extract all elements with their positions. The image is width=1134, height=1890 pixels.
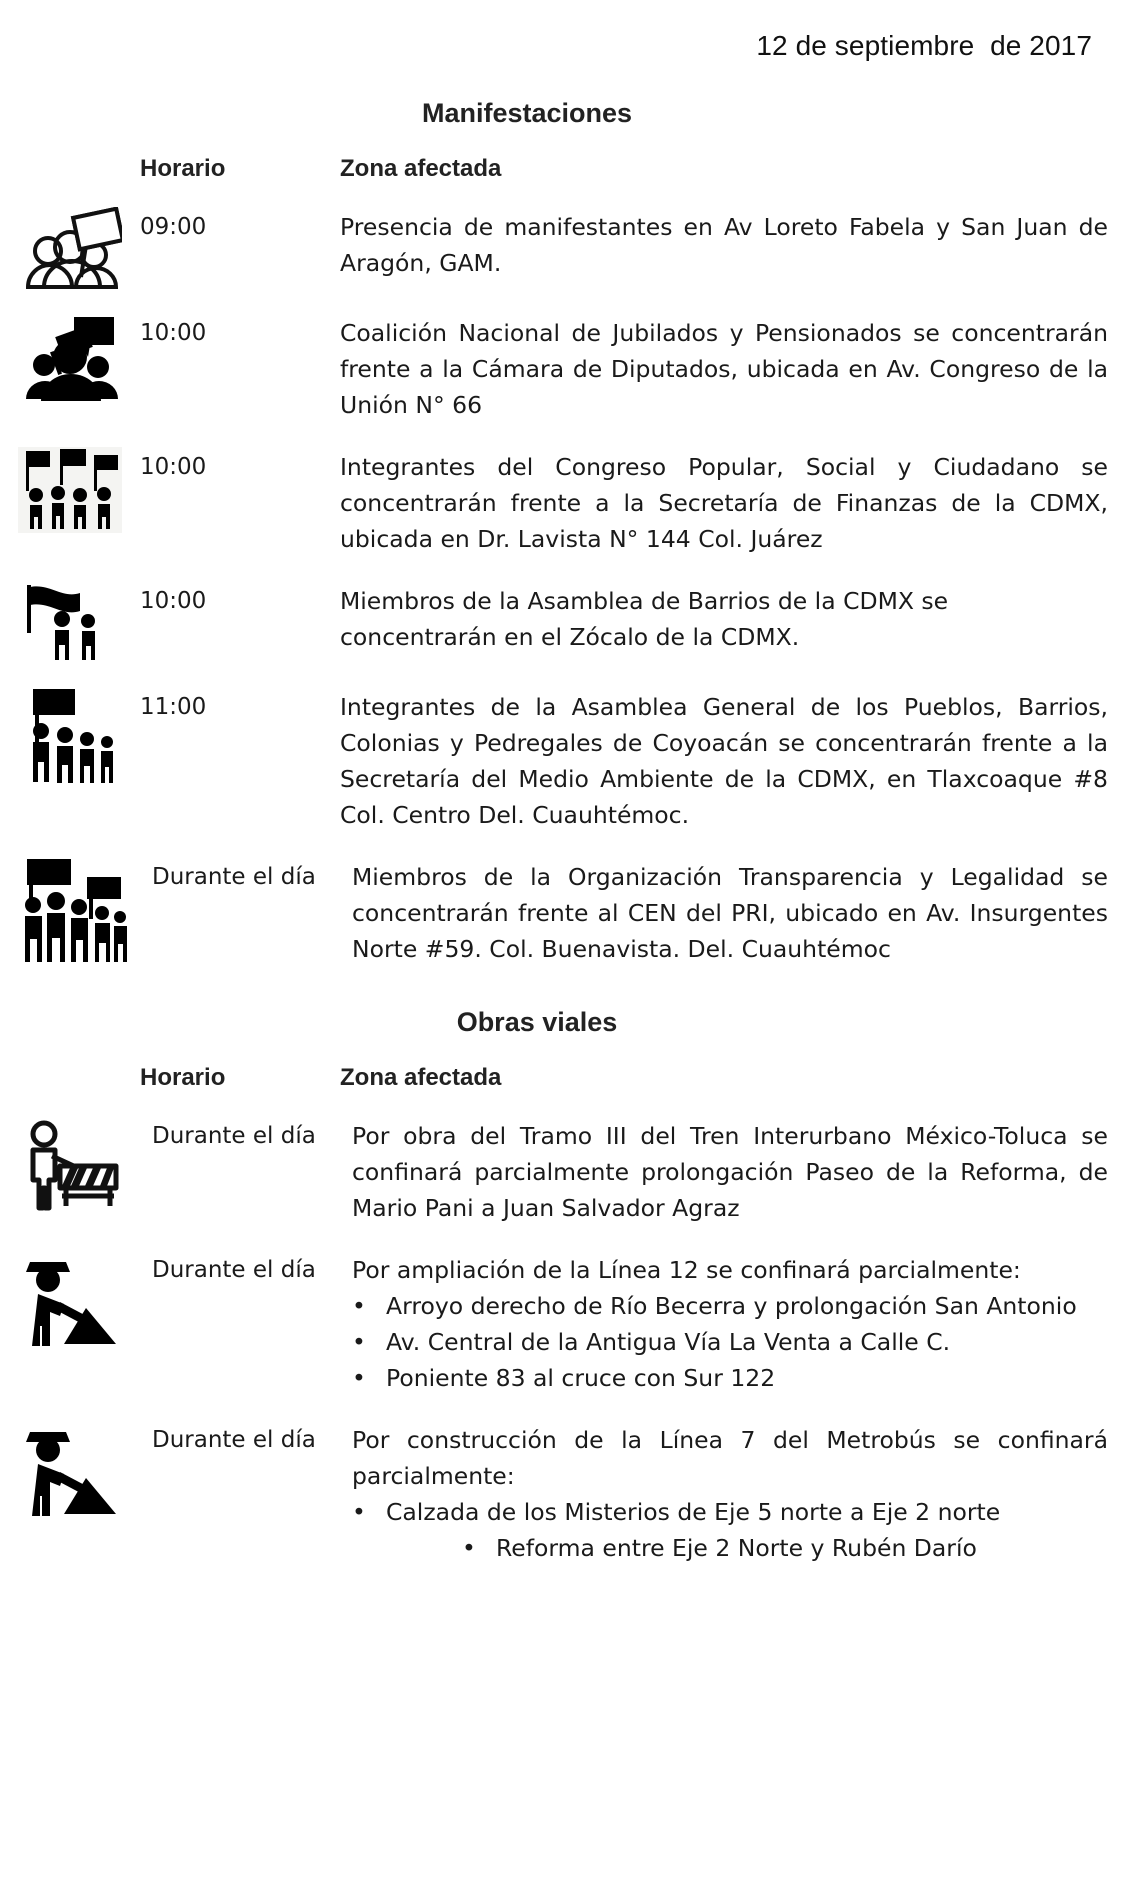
row-time: Durante el día bbox=[152, 864, 316, 890]
row-zone-intro: Por construcción de la Línea 7 del Metrobús se confinará parcialmente: bbox=[352, 1426, 1108, 1490]
row-zone: Coalición Nacional de Jubilados y Pensionados se concentrarán frente a la Cámara de Diputados, ubicada en Av. Congreso de la Unión N° 66 bbox=[340, 319, 1108, 419]
row-zone: Integrantes del Congreso Popular, Social y Ciudadano se concentrarán frente a la Secretaría de Finanzas de la CDMX, ubicada en Dr. Lavista N° 144 Col. Juárez bbox=[340, 453, 1108, 553]
protest-crowd-solid-icon bbox=[18, 313, 122, 403]
row-icon-cell bbox=[0, 855, 140, 965]
row-zone: Presencia de manifestantes en Av Loreto Fabela y San Juan de Aragón, GAM. bbox=[340, 213, 1108, 277]
bullet-text: Poniente 83 al cruce con Sur 122 bbox=[386, 1364, 776, 1392]
bullet-glyph: • bbox=[352, 1328, 366, 1356]
table-row bbox=[0, 205, 1134, 289]
roadwork-digger-icon bbox=[16, 1420, 124, 1518]
protest-flags-group-icon bbox=[18, 447, 122, 533]
table-row bbox=[0, 579, 1134, 663]
bullet-text: Calzada de los Misterios de Eje 5 norte a Eje 2 norte bbox=[386, 1498, 1001, 1526]
row-time: 10:00 bbox=[140, 320, 207, 346]
bullet-glyph: • bbox=[462, 1534, 476, 1562]
table-row bbox=[0, 445, 1134, 557]
row-zone-bullet bbox=[352, 1494, 1108, 1530]
row-zone-subbullet bbox=[352, 1530, 1108, 1566]
row-zone: Por obra del Tramo III del Tren Interurbano México-Toluca se confinará parcialmente prolongación Paseo de la Reforma, de Mario Pani a Juan Salvador Agraz bbox=[352, 1122, 1108, 1222]
table-row bbox=[0, 1114, 1134, 1226]
column-header-zona: Zona afectada bbox=[340, 1064, 502, 1091]
bullet-glyph: • bbox=[352, 1364, 366, 1392]
column-header-icon-spacer bbox=[0, 155, 140, 183]
column-header-zona: Zona afectada bbox=[340, 155, 502, 182]
document-date: 12 de septiembre de 2017 bbox=[756, 30, 1092, 61]
row-zone-bullet bbox=[352, 1360, 1108, 1396]
row-zone-bullet bbox=[352, 1324, 1108, 1360]
row-icon-cell bbox=[0, 1248, 140, 1348]
row-icon-cell bbox=[0, 205, 140, 289]
column-headers-obras-viales bbox=[0, 1064, 1134, 1092]
roadwork-digger-icon bbox=[16, 1250, 124, 1348]
table-row bbox=[0, 855, 1134, 967]
protest-crowd-outline-icon bbox=[18, 207, 122, 289]
row-time: 09:00 bbox=[140, 214, 207, 240]
row-zone-bullet bbox=[352, 1288, 1108, 1324]
row-icon-cell bbox=[0, 1114, 140, 1212]
table-row bbox=[0, 685, 1134, 833]
row-time: Durante el día bbox=[152, 1427, 316, 1453]
column-header-horario: Horario bbox=[140, 1064, 226, 1091]
row-icon-cell bbox=[0, 311, 140, 403]
row-zone bbox=[352, 1248, 1134, 1396]
subbullet-text: Reforma entre Eje 2 Norte y Rubén Darío bbox=[496, 1534, 977, 1562]
protest-flag-pair-icon bbox=[18, 581, 122, 663]
row-icon-cell bbox=[0, 579, 140, 663]
bullet-glyph: • bbox=[352, 1292, 366, 1320]
row-icon-cell bbox=[0, 685, 140, 785]
bullet-text: Arroyo derecho de Río Becerra y prolongación San Antonio bbox=[386, 1292, 1077, 1320]
row-time: 11:00 bbox=[140, 694, 207, 720]
protest-large-march-icon bbox=[11, 857, 129, 965]
section-spacer bbox=[0, 967, 1134, 1007]
section-title-manifestaciones: Manifestaciones bbox=[421, 98, 633, 128]
bullet-glyph: • bbox=[352, 1498, 366, 1526]
row-zone: Miembros de la Organización Transparencia y Legalidad se concentrarán frente al CEN del PRI, ubicado en Av. Insurgentes Norte #59. Col. Buenavista. Del. Cuauhtémoc bbox=[352, 863, 1108, 963]
row-icon-cell bbox=[0, 1418, 140, 1518]
column-header-icon-spacer bbox=[0, 1064, 140, 1092]
bullet-text: Av. Central de la Antigua Vía La Venta a Calle C. bbox=[386, 1328, 951, 1356]
table-row bbox=[0, 311, 1134, 423]
protest-banner-march-icon bbox=[15, 687, 125, 785]
row-zone bbox=[352, 1418, 1134, 1566]
row-time: Durante el día bbox=[152, 1123, 316, 1149]
row-icon-cell bbox=[0, 445, 140, 533]
row-time: 10:00 bbox=[140, 588, 207, 614]
section-title-obras-viales: Obras viales bbox=[456, 1007, 618, 1037]
roadwork-barrier-icon bbox=[16, 1116, 124, 1212]
row-zone: Miembros de la Asamblea de Barrios de la CDMX se concentrarán en el Zócalo de la CDMX. bbox=[340, 587, 949, 651]
row-zone-intro: Por ampliación de la Línea 12 se confinará parcialmente: bbox=[352, 1256, 1021, 1284]
row-zone: Integrantes de la Asamblea General de los Pueblos, Barrios, Colonias y Pedregales de Coyoacán se concentrarán frente a la Secretaría del Medio Ambiente de la CDMX, en Tlaxcoaque #8 Col. Centro Del. Cuauhtémoc. bbox=[340, 693, 1108, 829]
row-time: 10:00 bbox=[140, 454, 207, 480]
column-headers-manifestaciones bbox=[0, 155, 1134, 183]
row-time: Durante el día bbox=[152, 1257, 316, 1283]
column-header-horario: Horario bbox=[140, 155, 226, 182]
table-row bbox=[0, 1248, 1134, 1396]
table-row bbox=[0, 1418, 1134, 1566]
